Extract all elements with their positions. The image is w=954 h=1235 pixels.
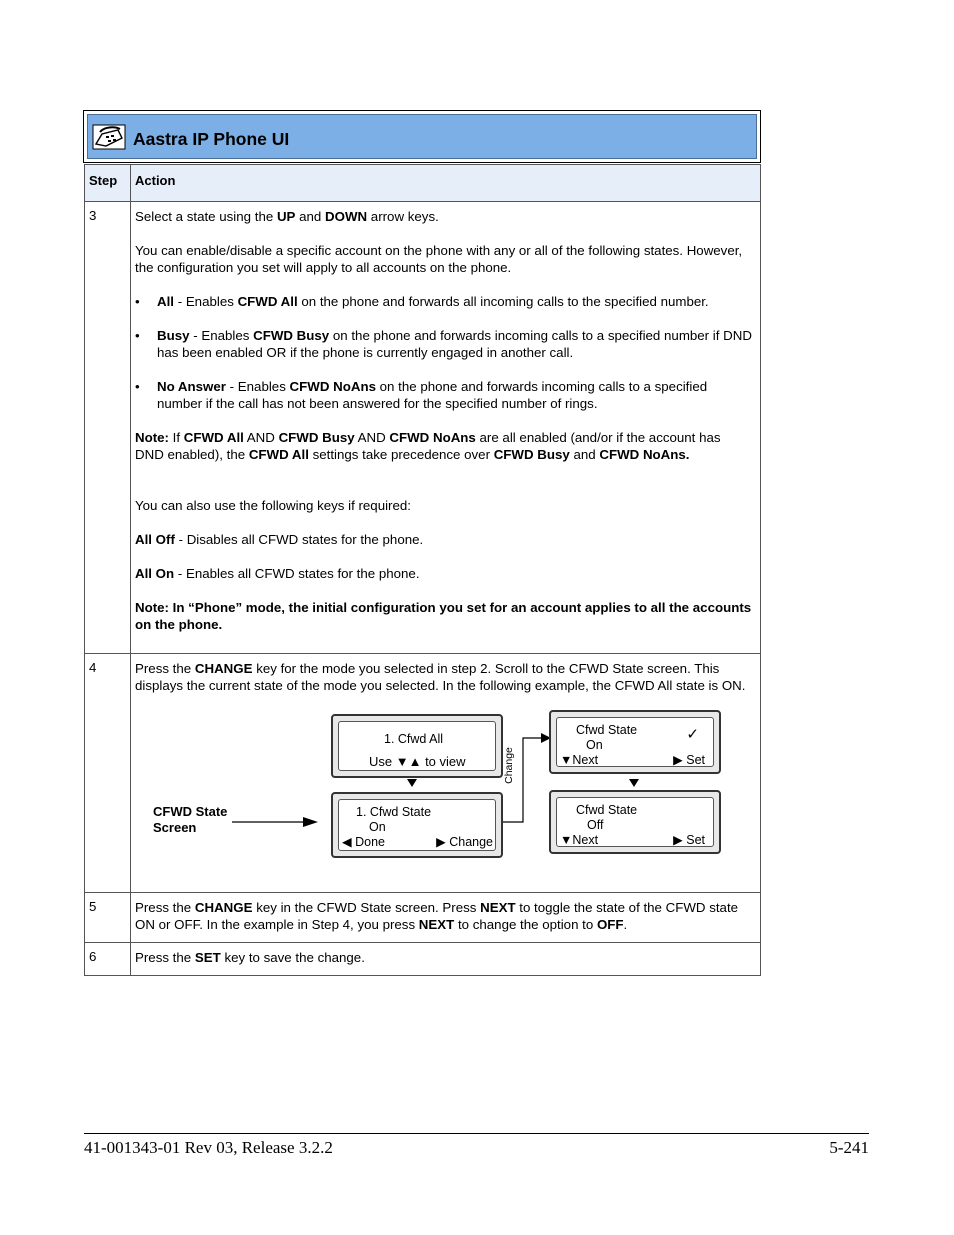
list-item: • All - Enables CFWD All on the phone and forwards all incoming calls to the specified number. xyxy=(135,294,709,309)
diagram-caption: CFWD State Screen xyxy=(153,804,228,835)
screen-text: Off xyxy=(587,818,604,832)
paragraph: All On - Enables all CFWD states for the phone. xyxy=(135,566,420,581)
table-header-row xyxy=(85,165,761,202)
list-item: • No Answer - Enables CFWD NoAns on the phone and forwards incoming calls to a specified number if the call has not been answered for the specified number of rings. xyxy=(135,379,708,411)
table-row xyxy=(85,893,761,943)
step-number: 4 xyxy=(85,654,131,893)
lcd-screen-state-on xyxy=(549,710,721,774)
footer-rule xyxy=(84,1133,869,1134)
step-action xyxy=(131,202,761,654)
table-row xyxy=(85,943,761,976)
header-bar xyxy=(87,114,757,159)
paragraph: Press the CHANGE key in the CFWD State screen. Press NEXT to toggle the state of the CFWD state ON or OFF. In the example in Step 4, you press NEXT to change the option to OFF. xyxy=(135,900,739,932)
page-title: Aastra IP Phone UI xyxy=(133,129,290,149)
softkey-next: ▼Next xyxy=(560,833,599,847)
paragraph: Press the SET key to save the change. xyxy=(135,950,365,965)
list-item: • Busy - Enables CFWD Busy on the phone and forwards incoming calls to a specified number if DND has been enabled OR if the phone is currently engaged in another call. xyxy=(135,328,752,360)
step-number: 3 xyxy=(85,202,131,654)
step-action xyxy=(131,654,761,893)
step-column-header: Step xyxy=(85,165,131,202)
softkey-set: ▶ Set xyxy=(673,753,705,767)
step-action xyxy=(131,893,761,943)
softkey-next: ▼Next xyxy=(560,753,599,767)
paragraph: Press the CHANGE key for the mode you selected in step 2. Scroll to the CFWD State screen. This displays the current state of the mode you selected. In the following example, the CFWD All state is ON. xyxy=(135,661,746,693)
screen-text: On xyxy=(369,820,386,834)
softkey-set: ▶ Set xyxy=(673,833,705,847)
cfwd-state-diagram: CFWD State Screen Change 1. Cfwd All Use ▼▲ to view 1. Cfwd State On ◀ Done ▶ Change Cfwd State On ✓ ▼Next ▶ Set Cfwd State Off ▼Next ▶ Set xyxy=(135,712,752,880)
step-number: 5 xyxy=(85,893,131,943)
screen-text: 1. Cfwd All xyxy=(384,732,444,746)
header-banner xyxy=(83,110,761,163)
softkey-change: ▶ Change xyxy=(436,835,493,849)
screen-text: Cfwd State xyxy=(576,723,638,737)
paragraph: You can enable/disable a specific account on the phone with any or all of the following states. However, the configuration you set will apply to all accounts on the phone. xyxy=(135,243,743,275)
screen-text: On xyxy=(586,738,603,752)
footer-doc-id: 41-001343-01 Rev 03, Release 3.2.2 xyxy=(84,1138,333,1157)
lcd-screen-cfwd-state xyxy=(331,792,503,858)
screen-text: Cfwd State xyxy=(576,803,638,817)
note: Note: In “Phone” mode, the initial configuration you set for an account applies to all the accounts on the phone. xyxy=(135,600,752,632)
note: Note: If CFWD All AND CFWD Busy AND CFWD NoAns are all enabled (and/or if the account has DND enabled), the CFWD All settings take precedence over CFWD Busy and CFWD NoAns. xyxy=(135,430,721,462)
paragraph: Select a state using the UP and DOWN arrow keys. xyxy=(135,209,439,224)
action-column-header: Action xyxy=(131,165,761,202)
page-number: 5-241 xyxy=(829,1138,869,1157)
step-action xyxy=(131,943,761,976)
table-row xyxy=(85,202,761,654)
steps-table xyxy=(84,164,761,976)
screen-text: Use ▼▲ to view xyxy=(369,754,466,769)
paragraph: You can also use the following keys if required: xyxy=(135,498,411,513)
check-icon: ✓ xyxy=(686,726,699,743)
lcd-screen-state-off xyxy=(549,790,721,854)
step-number: 6 xyxy=(85,943,131,976)
paragraph: All Off - Disables all CFWD states for the phone. xyxy=(135,532,424,547)
screen-text: 1. Cfwd State xyxy=(356,805,432,819)
phone-icon xyxy=(92,124,126,150)
table-row xyxy=(85,654,761,893)
softkey-done: ◀ Done xyxy=(342,835,385,849)
lcd-screen-cfwd-all xyxy=(331,714,503,778)
